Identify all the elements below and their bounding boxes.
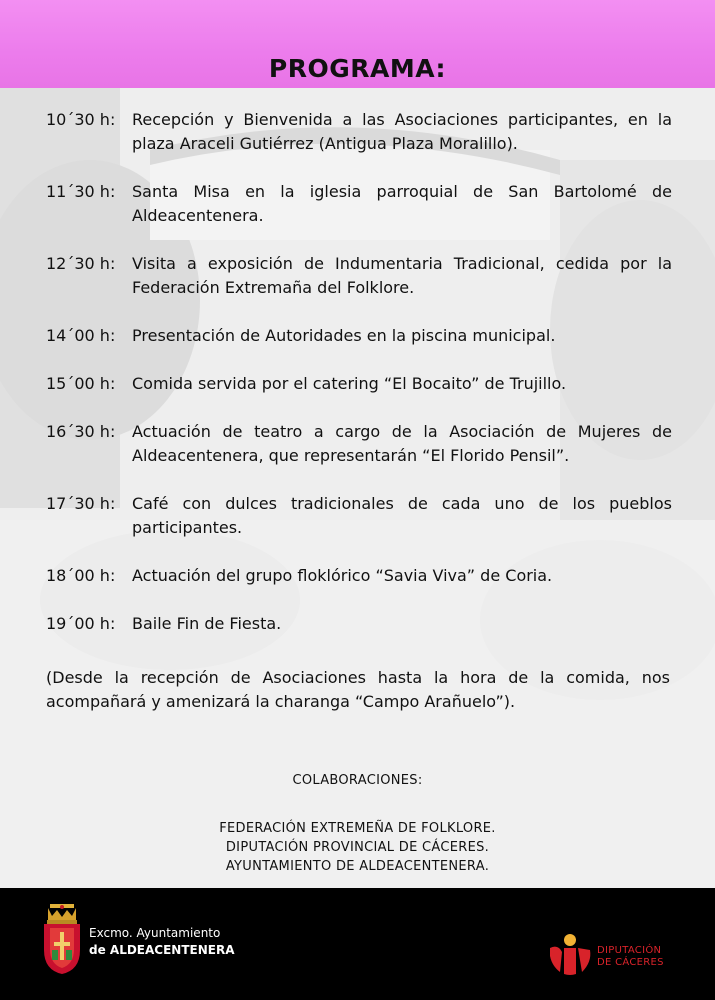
collaborator-item: DIPUTACIÓN PROVINCIAL DE CÁCERES. [225,840,490,855]
program-item [46,324,672,348]
diputacion-line1: DIPUTACIÓN [597,945,662,956]
program-item [46,492,672,540]
event-time: 15´00 h: [46,374,116,393]
event-description: Recepción y Bienvenida a las Asociaciones participantes, en la plaza Araceli Gutiérrez (Antigua Plaza Moralillo). [132,110,672,153]
event-description: Actuación del grupo floklórico “Savia Viva” de Coria. [132,566,553,585]
diputacion-name [597,945,664,969]
event-time: 12´30 h: [46,254,116,273]
municipality-line2: de ALDEACENTENERA [89,943,235,957]
event-description: Actuación de teatro a cargo de la Asociación de Mujeres de Aldeacentenera, que representarán “El Florido Pensil”. [132,422,672,465]
collaborator-item: AYUNTAMIENTO DE ALDEACENTENERA. [225,859,490,874]
event-description: Baile Fin de Fiesta. [132,614,282,633]
diputacion-line2: DE CÁCERES [597,957,664,968]
event-time: 18´00 h: [46,566,116,585]
program-item [46,564,672,588]
program-item [46,420,672,468]
page-title: PROGRAMA: [268,54,447,83]
municipal-crest-icon [40,902,84,976]
event-time: 14´00 h: [46,326,116,345]
collaborations-heading: COLABORACIONES: [292,773,423,788]
event-time: 19´00 h: [46,614,116,633]
event-description: Visita a exposición de Indumentaria Tradicional, cedida por la Federación Extremaña del Folklore. [132,254,672,297]
municipality-line1: Excmo. Ayuntamiento [89,926,221,940]
event-description: Comida servida por el catering “El Bocaito” de Trujillo. [132,374,567,393]
collaborator-item: FEDERACIÓN EXTREMEÑA DE FOLKLORE. [219,821,496,836]
event-description: Café con dulces tradicionales de cada uno de los pueblos participantes. [132,494,672,537]
event-description: Presentación de Autoridades en la piscina municipal. [132,326,556,345]
program-item [46,372,672,396]
program-item [46,252,672,300]
program-item [46,108,672,156]
program-list [46,108,672,636]
event-time: 11´30 h: [46,182,116,201]
event-time: 16´30 h: [46,422,116,441]
municipality-name [89,925,234,959]
event-description: Santa Misa en la iglesia parroquial de San Bartolomé de Aldeacentenera. [132,182,672,225]
event-time: 17´30 h: [46,494,116,513]
diputacion-logo-icon [546,932,594,976]
program-item [46,612,672,636]
program-note: (Desde la recepción de Asociaciones hasta la hora de la comida, nos acompañará y amenizará la charanga “Campo Arañuelo”). [46,668,670,711]
event-time: 10´30 h: [46,110,116,129]
program-item [46,180,672,228]
